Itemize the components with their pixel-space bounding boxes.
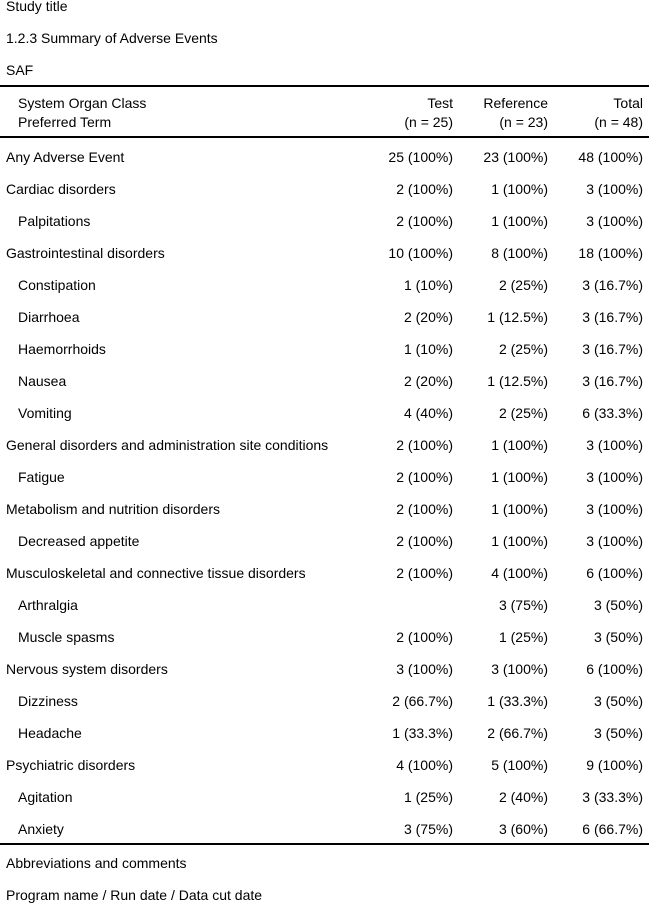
cell-total: 3 (100%) — [586, 469, 643, 485]
column-header-row — [0, 94, 649, 134]
cell-total: 3 (33.3%) — [582, 789, 643, 805]
cell-total: 3 (16.7%) — [582, 309, 643, 325]
preferred-term-label: Anxiety — [18, 821, 64, 837]
system-organ-class-label: Gastrointestinal disorders — [6, 245, 165, 261]
preferred-term-label: Decreased appetite — [18, 533, 140, 549]
column-header-total-name: Total — [613, 95, 643, 111]
column-header-term — [6, 94, 146, 132]
cell-reference: 23 (100%) — [483, 149, 548, 165]
table-title: 1.2.3 Summary of Adverse Events — [6, 30, 218, 46]
cell-test: 2 (100%) — [396, 469, 453, 485]
preferred-term-label: Muscle spasms — [18, 629, 115, 645]
system-organ-class-label: Musculoskeletal and connective tissue disorders — [6, 565, 306, 581]
system-organ-class-label: Metabolism and nutrition disorders — [6, 501, 220, 517]
column-header-test-name: Test — [427, 95, 453, 111]
cell-reference: 1 (100%) — [491, 469, 548, 485]
cell-test: 2 (66.7%) — [392, 693, 453, 709]
cell-total: 18 (100%) — [578, 245, 643, 261]
cell-test: 2 (100%) — [396, 213, 453, 229]
system-organ-class-row — [0, 557, 649, 589]
cell-reference: 1 (100%) — [491, 533, 548, 549]
header-bottom-rule — [0, 136, 649, 138]
cell-reference: 1 (12.5%) — [487, 373, 548, 389]
preferred-term-label: Headache — [18, 725, 82, 741]
cell-total: 3 (50%) — [593, 629, 643, 645]
cell-total: 6 (100%) — [586, 661, 643, 677]
system-organ-class-row — [0, 173, 649, 205]
column-header-total-n: (n = 48) — [594, 114, 643, 130]
preferred-term-row — [0, 205, 649, 237]
cell-test: 10 (100%) — [388, 245, 453, 261]
abbreviations-footnote: Abbreviations and comments — [6, 855, 187, 871]
preferred-term-row — [0, 589, 649, 621]
study-title: Study title — [6, 0, 68, 14]
cell-reference: 1 (25%) — [498, 629, 548, 645]
column-header-test — [404, 94, 453, 132]
preferred-term-label: Dizziness — [18, 693, 78, 709]
system-organ-class-row — [0, 237, 649, 269]
preferred-term-label: Agitation — [18, 789, 73, 805]
cell-reference: 3 (75%) — [498, 597, 548, 613]
cell-test: 2 (100%) — [396, 629, 453, 645]
preferred-term-row — [0, 301, 649, 333]
preferred-term-row — [0, 621, 649, 653]
preferred-term-label: Vomiting — [18, 405, 72, 421]
cell-reference: 1 (33.3%) — [487, 693, 548, 709]
preferred-term-row — [0, 813, 649, 845]
cell-total: 3 (100%) — [586, 181, 643, 197]
cell-reference: 1 (100%) — [491, 181, 548, 197]
cell-total: 3 (16.7%) — [582, 341, 643, 357]
cell-test: 1 (10%) — [403, 277, 453, 293]
cell-reference: 1 (100%) — [491, 213, 548, 229]
cell-reference: 2 (25%) — [498, 405, 548, 421]
cell-reference: 1 (100%) — [491, 437, 548, 453]
system-organ-class-label: Nervous system disorders — [6, 661, 168, 677]
cell-total: 3 (16.7%) — [582, 373, 643, 389]
cell-total: 3 (100%) — [586, 437, 643, 453]
cell-reference: 8 (100%) — [491, 245, 548, 261]
cell-reference: 5 (100%) — [491, 757, 548, 773]
preferred-term-row — [0, 333, 649, 365]
cell-test: 2 (20%) — [403, 373, 453, 389]
preferred-term-label: Nausea — [18, 373, 67, 389]
preferred-term-label: Palpitations — [18, 213, 91, 229]
cell-total: 3 (100%) — [586, 533, 643, 549]
preferred-term-row — [0, 365, 649, 397]
cell-reference: 3 (100%) — [491, 661, 548, 677]
cell-total: 6 (66.7%) — [582, 821, 643, 837]
system-organ-class-label: General disorders and administration site conditions — [6, 437, 329, 453]
preferred-term-row — [0, 461, 649, 493]
column-header-reference — [483, 94, 548, 132]
preferred-term-label: Haemorrhoids — [18, 341, 106, 357]
cell-test: 1 (33.3%) — [392, 725, 453, 741]
cell-test: 4 (40%) — [403, 405, 453, 421]
preferred-term-row — [0, 525, 649, 557]
cell-total: 48 (100%) — [578, 149, 643, 165]
cell-test: 3 (100%) — [396, 661, 453, 677]
analysis-population: SAF — [6, 62, 34, 78]
system-organ-class-label: Psychiatric disorders — [6, 757, 136, 773]
cell-test: 2 (100%) — [396, 565, 453, 581]
column-header-reference-name: Reference — [483, 95, 548, 111]
table-top-rule — [0, 85, 649, 87]
table-bottom-rule — [0, 843, 649, 845]
cell-total: 3 (100%) — [586, 213, 643, 229]
column-header-pt: Preferred Term — [18, 114, 112, 130]
cell-total: 3 (50%) — [593, 597, 643, 613]
cell-total: 6 (100%) — [586, 565, 643, 581]
preferred-term-label: Constipation — [18, 277, 96, 293]
cell-test: 2 (100%) — [396, 501, 453, 517]
system-organ-class-label: Any Adverse Event — [6, 149, 125, 165]
cell-reference: 2 (66.7%) — [487, 725, 548, 741]
preferred-term-label: Fatigue — [18, 469, 65, 485]
preferred-term-label: Arthralgia — [18, 597, 78, 613]
column-header-test-n: (n = 25) — [404, 114, 453, 130]
cell-reference: 1 (100%) — [491, 501, 548, 517]
cell-reference: 1 (12.5%) — [487, 309, 548, 325]
cell-test: 2 (100%) — [396, 437, 453, 453]
cell-total: 3 (16.7%) — [582, 277, 643, 293]
cell-test: 2 (20%) — [403, 309, 453, 325]
system-organ-class-row — [0, 141, 649, 173]
cell-total: 3 (100%) — [586, 501, 643, 517]
cell-test: 1 (10%) — [403, 341, 453, 357]
system-organ-class-row — [0, 653, 649, 685]
column-header-soc: System Organ Class — [18, 95, 147, 111]
adverse-events-table-body — [0, 141, 649, 845]
cell-reference: 4 (100%) — [491, 565, 548, 581]
preferred-term-row — [0, 269, 649, 301]
cell-reference: 2 (25%) — [498, 277, 548, 293]
preferred-term-row — [0, 781, 649, 813]
cell-test: 2 (100%) — [396, 181, 453, 197]
column-header-reference-n: (n = 23) — [499, 114, 548, 130]
cell-total: 3 (50%) — [593, 725, 643, 741]
program-info-footnote: Program name / Run date / Data cut date — [6, 887, 263, 903]
cell-test: 3 (75%) — [403, 821, 453, 837]
system-organ-class-label: Cardiac disorders — [6, 181, 116, 197]
system-organ-class-row — [0, 493, 649, 525]
preferred-term-row — [0, 397, 649, 429]
cell-reference: 2 (25%) — [498, 341, 548, 357]
cell-test: 1 (25%) — [403, 789, 453, 805]
cell-total: 6 (33.3%) — [582, 405, 643, 421]
cell-test: 25 (100%) — [388, 149, 453, 165]
system-organ-class-row — [0, 429, 649, 461]
preferred-term-label: Diarrhoea — [18, 309, 80, 325]
cell-reference: 3 (60%) — [498, 821, 548, 837]
preferred-term-row — [0, 717, 649, 749]
cell-reference: 2 (40%) — [498, 789, 548, 805]
cell-test: 2 (100%) — [396, 533, 453, 549]
column-header-total — [594, 94, 643, 132]
system-organ-class-row — [0, 749, 649, 781]
cell-test: 4 (100%) — [396, 757, 453, 773]
cell-total: 3 (50%) — [593, 693, 643, 709]
cell-total: 9 (100%) — [586, 757, 643, 773]
preferred-term-row — [0, 685, 649, 717]
